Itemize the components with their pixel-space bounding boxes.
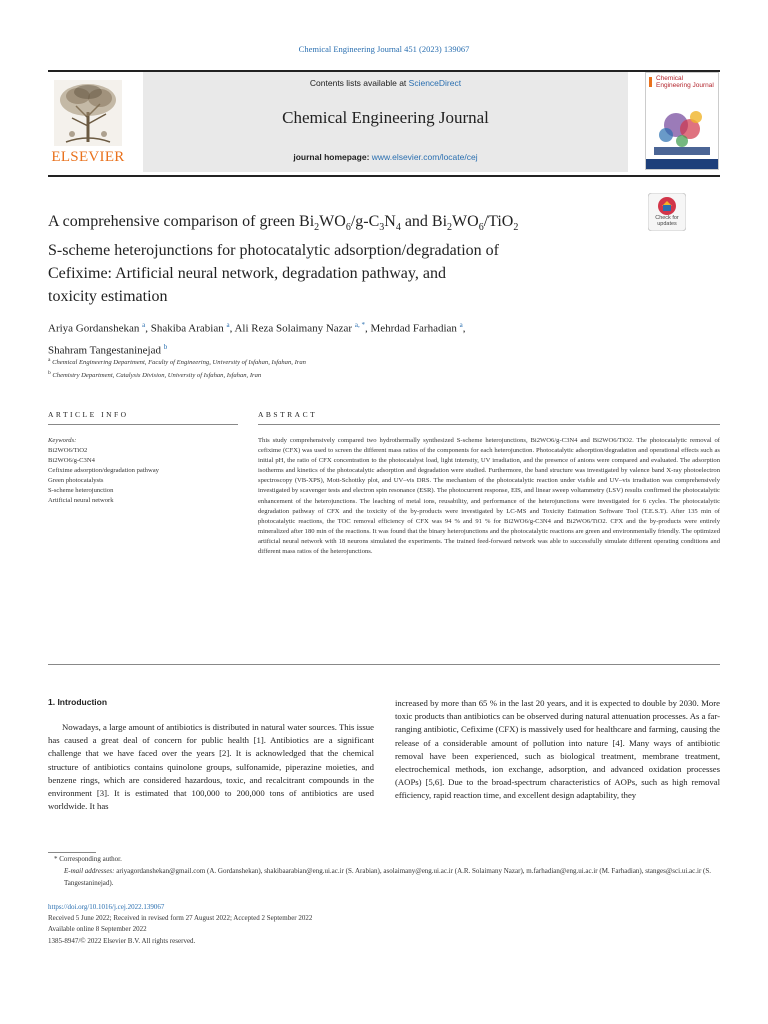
abstract-heading: ABSTRACT — [258, 410, 318, 419]
header-bottom-rule — [48, 175, 720, 177]
cover-title: Chemical Engineering Journal — [656, 75, 714, 89]
keyword-item: Bi2WO6/TiO2 — [48, 447, 88, 454]
email-addresses — [48, 865, 720, 889]
affiliation-a: $^a$ Chemical Engineering Department, Faculty of Engineering, University of Isfahan, Isfahan, Iran — [48, 357, 306, 367]
title-line-2: S-scheme heterojunctions for photocatalytic adsorption/degradation of — [48, 242, 499, 260]
article-metadata — [48, 902, 720, 947]
keywords-label: Keywords: — [48, 437, 77, 444]
title-line-1: A comprehensive comparison of green $Bi_2WO_6/g-C_3N_4$ and $Bi_2WO_6/TiO_2$ — [48, 213, 519, 234]
author-affiliation-mark[interactable]: a — [226, 321, 230, 329]
contents-prefix: Contents lists available at — [309, 78, 409, 88]
keyword-item: Bi2WO6/g-C3N4 — [48, 457, 95, 464]
check-for-updates-badge[interactable] — [648, 193, 686, 231]
author-name[interactable]: Shakiba Arabian — [150, 322, 224, 335]
author-affiliation-mark[interactable]: a — [459, 321, 463, 329]
crossmark-label: Check for updates — [655, 215, 679, 227]
author-name[interactable]: Ali Reza Solaimany Nazar — [234, 322, 353, 335]
journal-name: Chemical Engineering Journal — [282, 108, 489, 127]
journal-citation[interactable]: Chemical Engineering Journal 451 (2023) 139067 — [298, 44, 470, 54]
title-line-4: toxicity estimation — [48, 288, 168, 306]
abstract-rule — [258, 424, 720, 425]
article-title — [48, 210, 638, 308]
keyword-item: S-scheme heterojunction — [48, 487, 114, 494]
keyword-item: Green photocatalysts — [48, 477, 104, 484]
footnotes — [48, 853, 720, 889]
keyword-item: Artificial neural network — [48, 497, 114, 504]
homepage-prefix: journal homepage: — [293, 152, 372, 162]
received-dates: Received 5 June 2022; Received in revised form 27 August 2022; Accepted 2 September 2022 — [48, 914, 313, 923]
intro-left-column: Nowadays, a large amount of antibiotics is distributed in natural water sources. This issue has caused a great deal of concern for public health [1]. Antibiotics are a significant challenge that we have faced over the years [2]. It is acknowledged that the chemical structure of antibiotics contains quinolone groups, sulfonamide, piperazine moieties, and benzene rings, which are considered hazardous, toxic, and recalcitrant compounds in the environment [3]. It is estimated that 100,000 to 200,000 tons of antibiotics are used worldwide. It has — [48, 722, 374, 812]
email-label: E-mail addresses: — [64, 867, 115, 875]
journal-banner — [143, 72, 628, 172]
author-name[interactable]: Mehrdad Farhadian — [370, 322, 457, 335]
author-list: Ariya Gordanshekan $^a$, Shakiba Arabian $^a$, Ali Reza Solaimany Nazar $^{a, *}$, Mehrdad Farhadian $^a$, Shahram Tangestaninejad $^b$ — [48, 321, 466, 357]
homepage-line — [143, 152, 628, 162]
affiliations — [48, 355, 688, 381]
contents-line — [143, 78, 628, 88]
doi-link[interactable]: https://doi.org/10.1016/j.cej.2022.139067 — [48, 903, 165, 911]
corresponding-author-note: * Corresponding author. — [54, 855, 122, 863]
available-online: Available online 8 September 2022 — [48, 925, 147, 934]
keyword-item: Cefixime adsorption/degradation pathway — [48, 467, 159, 474]
article-info-heading: ARTICLE INFO — [48, 410, 129, 419]
intro-right-column: increased by more than 65 % in the last 20 years, and it is expected to double by 2030. More toxic products than antibiotics can be observed during natural attenuation processes. As a far-ranging antibiotic, Cefixime (CFX) is massively used for healthcare and farming, causing the release of a considerable amount of pollution into nature [4]. Many ways of antibiotic removal have been experienced, such as biological treatment, membrane treatment, electrochemical methods, ion exchange, adsorption, and advanced oxidation processes (AOPs) [5,6]. Due to the broad-spectrum characteristics of AOPs, such as high removal efficiency, rapid reaction time, and excellent design adaptability, they — [395, 698, 720, 801]
journal-cover[interactable] — [645, 72, 719, 170]
author-name[interactable]: Ariya Gordanshekan — [48, 322, 140, 335]
homepage-link[interactable]: www.elsevier.com/locate/cej — [371, 152, 478, 162]
abstract-text: This study comprehensively compared two hydrothermally synthesized S-scheme heterojunctions, Bi2WO6/g-C3N4 and Bi2WO6/TiO2. The photocatalytic removal of cefixime (CFX) was used to screen the different mass ratios of the components for each heterojunction. Photocatalytic adsorption/degradation and operational effects such as initial pH, the ratio of CFX concentration to the photocatalyst load, light intensity, UV irradiation, and the presence of anions were compared and evaluated. The adsorption isotherms and kinetics of the photocatalytic adsorption and degradation were studied. Furthermore, the band structure was investigated by valence band X-ray photoelectron spectroscopy (VB-XPS), Mott-Schottky plot, and UV–vis DRS. The mechanism of the photocatalytic reaction under visible and UV–vis irradiation was comprehensively investigated by scavenger tests and electron spin resonance (ESR). The photocurrent response, EIS, and linear sweep voltammetry (LSV) results confirmed the photocatalytic enhancement of the heterojunctions. The leaching of metal ions, reusability, and performance of the heterojunctions were investigated for 6 cycles. The photocatalytic degradation pathway of CFX and the toxicity of the by-products were investigated by LC-MS and Toxicity Estimation Software Tool (T.E.S.T). After 135 min of photocatalytic reactions, the TOC removal efficiency of CFX was 94 % and 91 % for Bi2WO6/g-C3N4 and Bi2WO6/TiO2. CFX and the by-products were entirely mineralized after 180 min of the reactions. It was found that the binary heterojunctions and the photocatalytic reactions are green and environmentally friendly. The optimized artificial neural network with 18 neurons simulated the experiments. The trained feed-forward network was able to successfully simulate different operating conditions and different mass ratios of the heterojunctions. — [258, 437, 720, 556]
author-affiliation-mark[interactable]: a — [142, 321, 146, 329]
copyright-line: 1385-8947/© 2022 Elsevier B.V. All rights reserved. — [48, 936, 196, 945]
title-line-3: Cefixime: Artificial neural network, degradation pathway, and — [48, 265, 446, 283]
introduction-heading: 1. Introduction — [48, 697, 108, 707]
affiliation-b: $^b$ Chemistry Department, Catalysis Division, University of Isfahan, Isfahan, Iran — [48, 370, 262, 380]
email-list[interactable]: ariyagordanshekan@gmail.com (A. Gordanshekan), shakibaarabian@eng.ui.ac.ir (S. Arabian), asolaimany@eng.ui.ac.ir (A.R. Solaimany Nazar), m.farhadian@eng.ui.ac.ir (M. Farhadian), stanges@sci.ui.ac.ir (S. Tangestaninejad). — [64, 867, 711, 887]
author-affiliation-mark[interactable]: b — [163, 342, 168, 351]
tree-logo-icon — [48, 78, 128, 148]
elsevier-logo[interactable] — [48, 78, 128, 166]
article-info-rule — [48, 424, 238, 425]
sciencedirect-link[interactable]: ScienceDirect — [408, 78, 462, 88]
author-affiliation-mark[interactable]: a, * — [354, 321, 365, 329]
elsevier-wordmark: ELSEVIER — [51, 149, 125, 165]
author-name[interactable]: Shahram Tangestaninejad — [48, 344, 161, 357]
abstract-bottom-rule — [48, 664, 720, 665]
keywords-block — [48, 436, 238, 506]
